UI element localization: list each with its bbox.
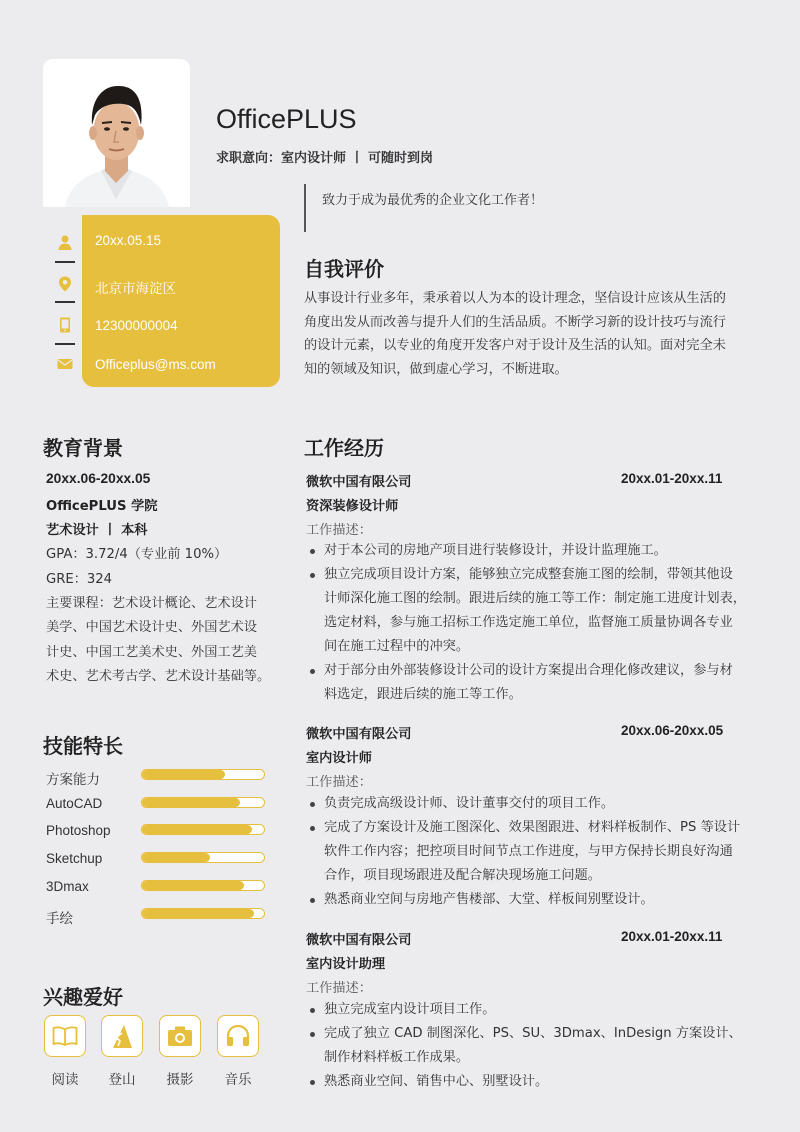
job-bullets xyxy=(306,998,776,1094)
skill-label: 3Dmax xyxy=(46,879,89,894)
bullet-item xyxy=(306,1070,776,1094)
job-company: 微软中国有限公司 xyxy=(306,727,412,742)
bullet-item xyxy=(306,792,776,816)
hobby-label: 音乐 xyxy=(224,1072,252,1088)
job-period: 20xx.06-20xx.05 xyxy=(621,723,724,738)
phone-icon xyxy=(57,317,73,333)
bullet-line: 软件工作内容；把控项目时间节点工作进度，与甲方保持长期良好沟通 xyxy=(324,844,733,859)
location: 北京市海淀区 xyxy=(95,281,176,296)
job-bullets xyxy=(306,792,776,912)
job-desc-label: 工作描述： xyxy=(306,775,372,790)
job-bullets xyxy=(306,539,776,707)
bullet-line: 对于本公司的房地产项目进行装修设计，并设计监理施工。 xyxy=(324,543,667,558)
bullet-line: 料选定，跟进后续的施工等工作。 xyxy=(324,687,522,702)
self-eval-title: 自我评价 xyxy=(304,257,384,281)
bullet-line: 制作材料样板工作成果。 xyxy=(324,1050,470,1065)
skill-label: AutoCAD xyxy=(46,796,103,811)
job-desc-label: 工作描述： xyxy=(306,523,372,538)
skill-label: 手绘 xyxy=(46,911,73,926)
bullet-item xyxy=(306,563,776,659)
skill-bar xyxy=(141,880,265,891)
bullet-line: 计师深化施工图的绘制。跟进后续的施工等工作：制定施工进度计划表， xyxy=(324,591,746,606)
skill-bar xyxy=(141,824,265,835)
email: Officeplus@ms.com xyxy=(95,357,216,372)
bullet-item xyxy=(306,816,776,888)
skill-bar xyxy=(141,797,265,808)
job-company: 微软中国有限公司 xyxy=(306,475,412,490)
mail-icon xyxy=(57,356,73,372)
gpa: GPA：3.72/4（专业前 10%） xyxy=(46,547,228,562)
skill-label: Photoshop xyxy=(46,823,111,838)
courses-line: 计史、中国工艺美术史、外国工艺美 xyxy=(46,645,257,660)
skill-label: 方案能力 xyxy=(46,772,100,787)
skill-fill xyxy=(142,881,244,890)
job-period: 20xx.01-20xx.11 xyxy=(621,929,723,944)
hobby-label: 登山 xyxy=(108,1072,136,1088)
bullet-line: 熟悉商业空间、销售中心、别墅设计。 xyxy=(324,1074,549,1089)
self-eval-line: 角度出发从而改善与提升人们的生活品质。不断学习新的设计技巧与流行 xyxy=(304,314,726,330)
motto-divider xyxy=(304,184,306,232)
self-eval-line: 的设计元素，以专业的角度开发客户对于设计及生活的认知。面对完全未 xyxy=(304,338,726,353)
birth-date: 20xx.05.15 xyxy=(95,233,162,248)
contact-divider xyxy=(55,343,75,345)
courses-line: 术史、艺术考古学、艺术设计基础等。 xyxy=(46,669,271,684)
job-intent: 求职意向：室内设计师 丨 可随时到岗 xyxy=(216,151,434,166)
hobby-label: 摄影 xyxy=(166,1072,194,1088)
motto: 致力于成为最优秀的企业文化工作者！ xyxy=(322,193,544,208)
bullet-line: 间在施工过程中的冲突。 xyxy=(324,639,470,654)
gre: GRE：324 xyxy=(46,572,113,587)
skill-bar xyxy=(141,769,265,780)
education-title: 教育背景 xyxy=(43,436,123,460)
skill-fill xyxy=(142,825,252,834)
bullet-line: 对于部分由外部装修设计公司的设计方案提出合理化修改建议，参与材 xyxy=(324,663,733,678)
phone-number: 12300000004 xyxy=(95,318,178,333)
education-period: 20xx.06-20xx.05 xyxy=(46,471,151,486)
portrait-image xyxy=(43,59,190,207)
skill-fill xyxy=(142,909,254,918)
self-eval-line: 从事设计行业多年，秉承着以人为本的设计理念，坚信设计应该从生活的 xyxy=(304,291,726,306)
bullet-line: 完成了方案设计及施工图深化、效果图跟进、材料样板制作、PS 等设计 xyxy=(324,820,741,835)
bullet-line: 合作，项目现场跟进及配合解决现场施工问题。 xyxy=(324,868,601,883)
job-title: 室内设计师 xyxy=(306,751,372,766)
book-icon xyxy=(44,1015,86,1057)
work-title: 工作经历 xyxy=(304,436,384,460)
contact-divider xyxy=(55,261,75,263)
bullet-item xyxy=(306,998,776,1022)
bullet-line: 熟悉商业空间与房地产售楼部、大堂、样板间别墅设计。 xyxy=(324,892,654,907)
camera-icon xyxy=(159,1015,201,1057)
skill-fill xyxy=(142,798,240,807)
hobby-label: 阅读 xyxy=(51,1072,79,1088)
bullet-line: 独立完成项目设计方案，能够独立完成整套施工图的绘制，带领其他设 xyxy=(324,567,733,582)
bullet-item xyxy=(306,539,776,563)
self-eval-line: 知的领域及知识，做到虚心学习，不断进取。 xyxy=(304,361,568,377)
major: 艺术设计 丨 本科 xyxy=(46,523,148,538)
location-pin-icon xyxy=(57,276,73,292)
skill-bar xyxy=(141,852,265,863)
skill-fill xyxy=(142,853,210,862)
hobbies-title: 兴趣爱好 xyxy=(43,985,123,1009)
job-period: 20xx.01-20xx.11 xyxy=(621,471,723,486)
skills-title: 技能特长 xyxy=(43,734,123,758)
bullet-item xyxy=(306,888,776,912)
climbing-icon xyxy=(101,1015,143,1057)
self-eval-text xyxy=(304,287,726,381)
courses-line: 美学、中国艺术设计史、外国艺术设 xyxy=(46,620,257,635)
skill-bar xyxy=(141,908,265,919)
job-company: 微软中国有限公司 xyxy=(306,933,412,948)
bullet-line: 选定材料，参与施工招标工作选定施工单位，监督施工质量协调各专业 xyxy=(324,615,733,630)
bullet-item xyxy=(306,1022,776,1070)
skill-label: Sketchup xyxy=(46,851,103,866)
headphones-icon xyxy=(217,1015,259,1057)
bullet-item xyxy=(306,659,776,707)
bullet-line: 独立完成室内设计项目工作。 xyxy=(324,1002,496,1017)
profile-photo xyxy=(43,59,190,207)
person-icon xyxy=(57,234,73,250)
candidate-name: OfficePLUS xyxy=(216,104,357,134)
job-title: 室内设计助理 xyxy=(306,957,386,972)
job-title: 资深装修设计师 xyxy=(306,499,399,514)
bullet-line: 负责完成高级设计师、设计董事交付的项目工作。 xyxy=(324,796,615,811)
contact-divider xyxy=(55,301,75,303)
school-name: OfficePLUS 学院 xyxy=(46,499,158,514)
job-desc-label: 工作描述： xyxy=(306,981,372,996)
bullet-line: 完成了独立 CAD 制图深化、PS、SU、3Dmax、InDesign 方案设计、 xyxy=(324,1026,742,1041)
courses-line: 主要课程：艺术设计概论、艺术设计 xyxy=(46,596,257,611)
skill-fill xyxy=(142,770,225,779)
